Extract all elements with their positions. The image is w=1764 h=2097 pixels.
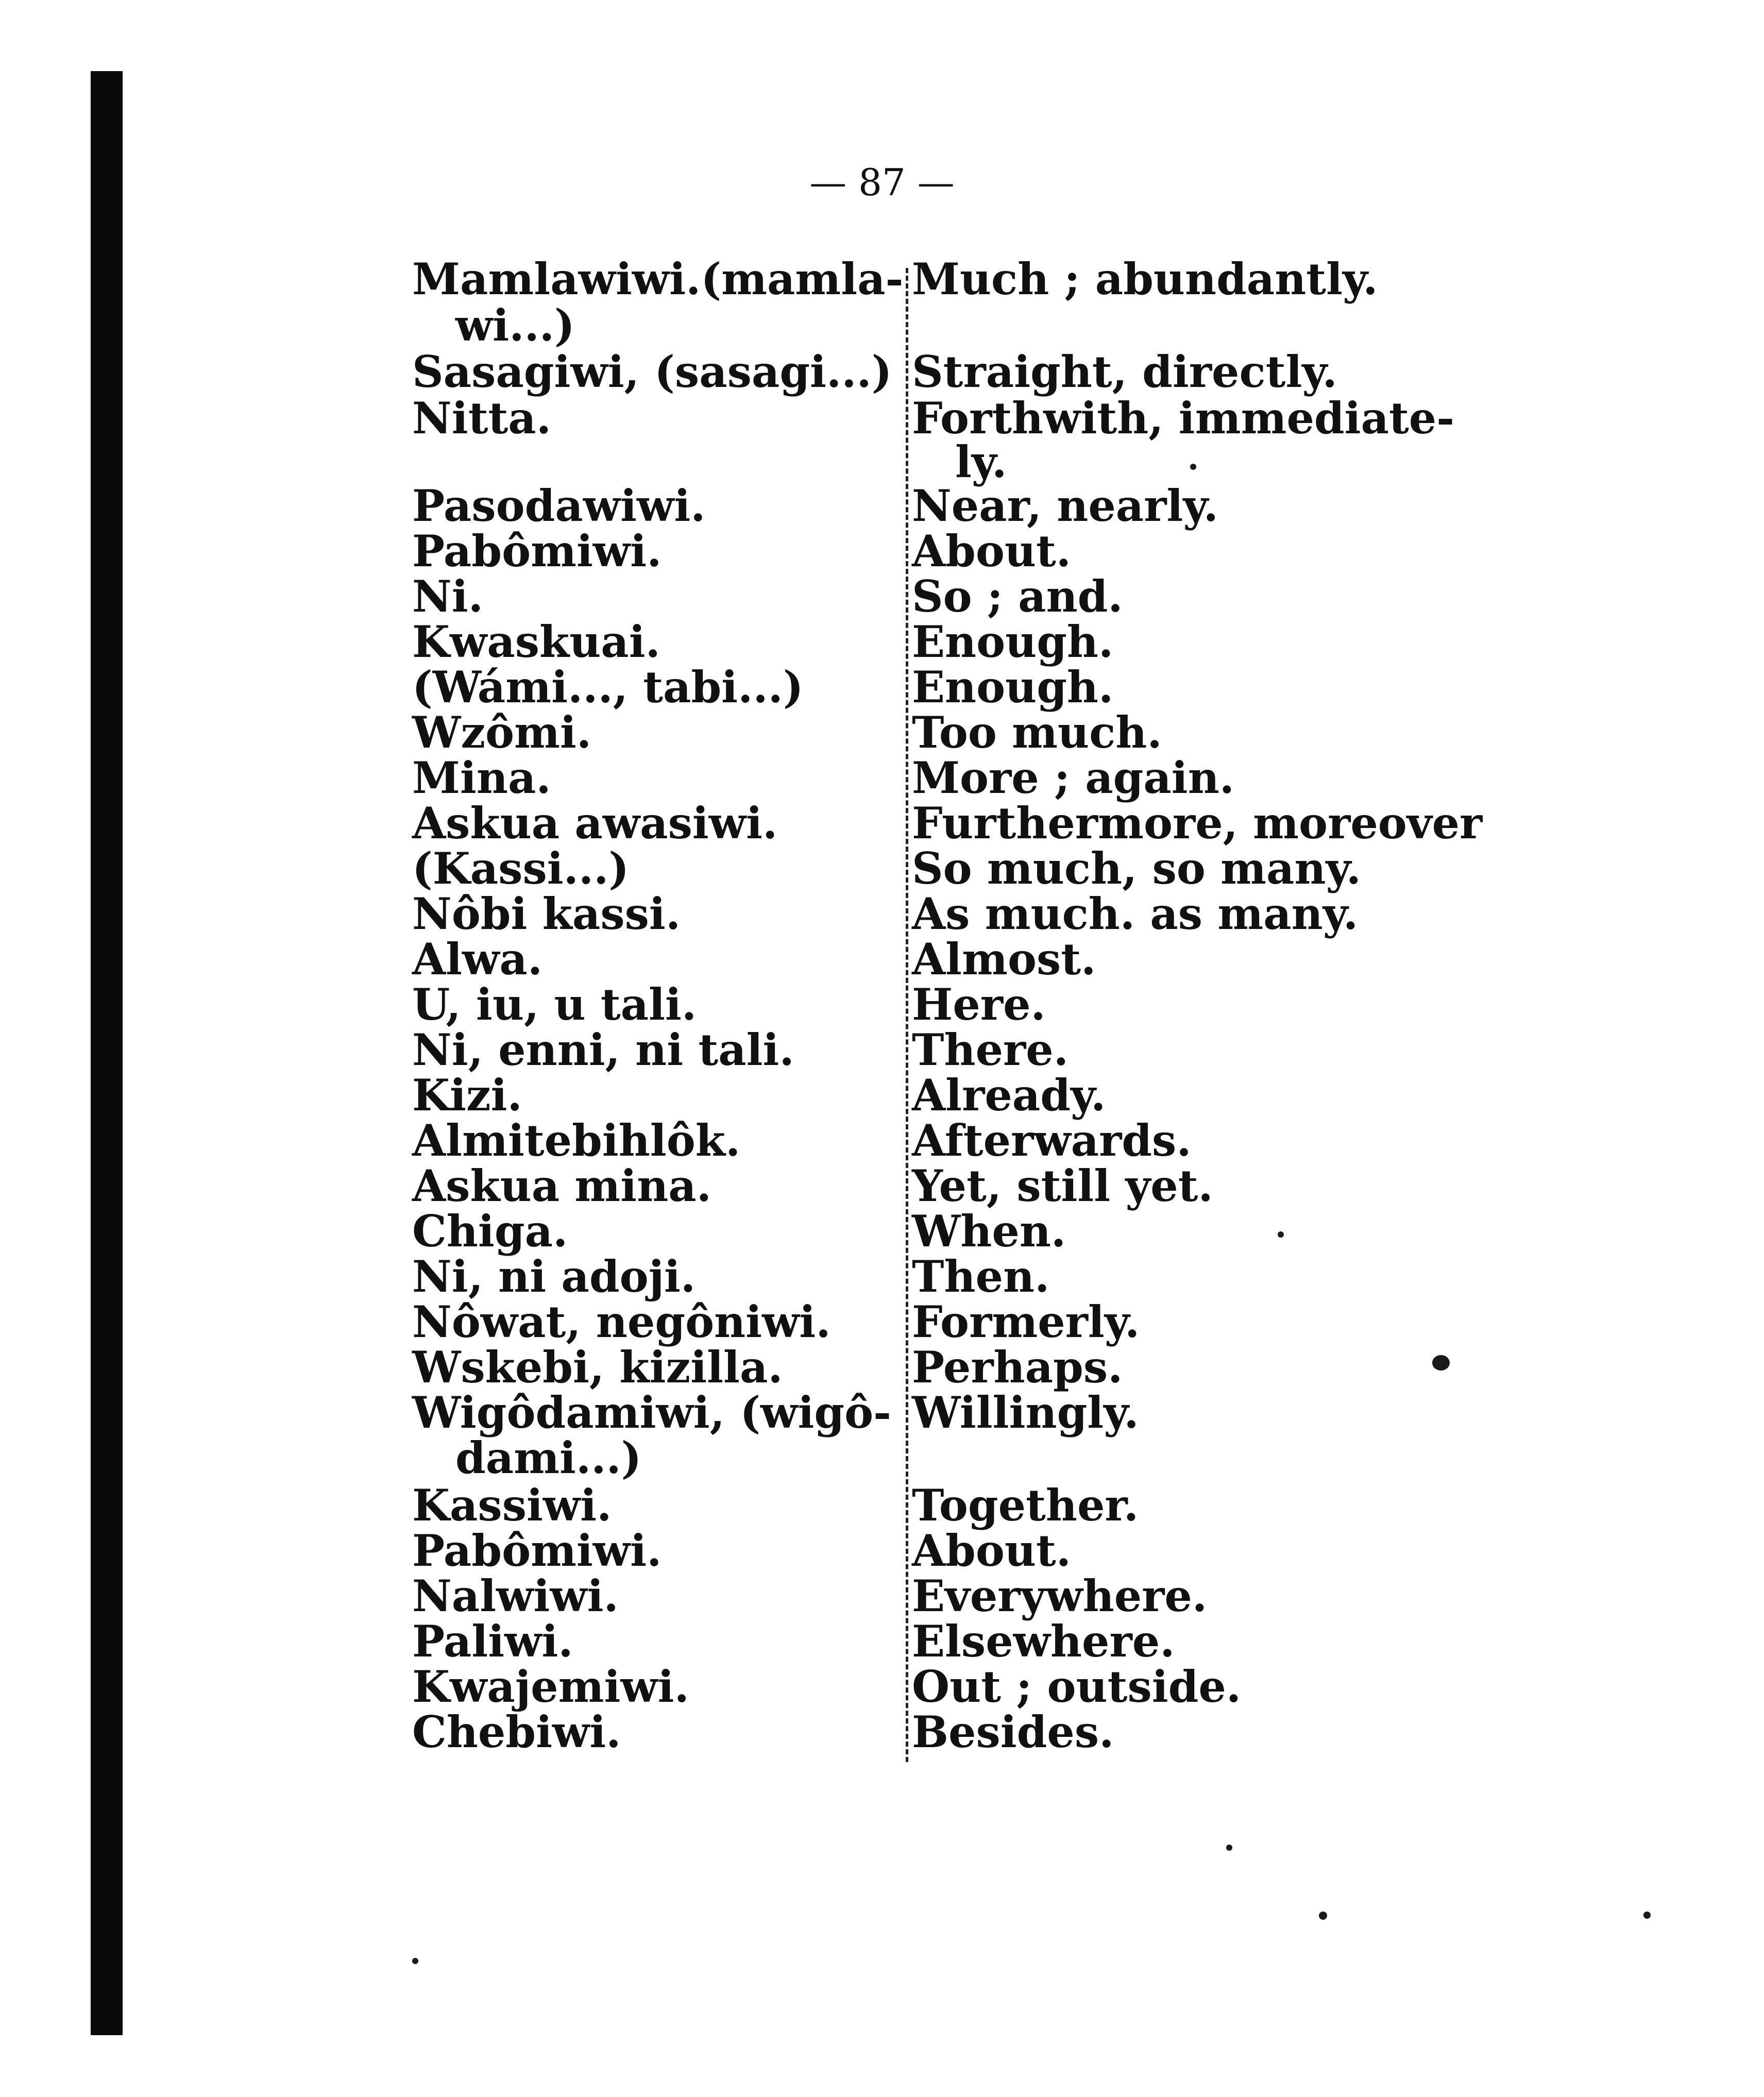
- translation-20: Then.: [912, 1251, 1050, 1302]
- translation-15: There.: [912, 1024, 1068, 1075]
- headword-6: Kwaskuai.: [412, 616, 660, 667]
- headword-26: Nalwiwi.: [412, 1570, 619, 1621]
- headword-13: Alwa.: [412, 934, 543, 985]
- translation-8: Too much.: [912, 707, 1162, 758]
- translation-17: Afterwards.: [912, 1115, 1192, 1166]
- headword-20: Ni, ni adoji.: [412, 1251, 696, 1302]
- headword-5: Ni.: [412, 571, 483, 622]
- translation-7: Enough.: [912, 662, 1114, 713]
- translation-24: Together.: [912, 1480, 1139, 1531]
- headword-2: Nitta.: [412, 393, 551, 444]
- translation-2-cont: ly.: [955, 436, 1007, 487]
- headword-24: Kassiwi.: [412, 1480, 612, 1531]
- translation-11: So much, so many.: [912, 843, 1361, 894]
- headword-17: Almitebihlôk.: [412, 1115, 741, 1166]
- headword-21: Nôwat, negôniwi.: [412, 1296, 831, 1347]
- translation-19: When.: [912, 1206, 1066, 1257]
- translation-16: Already.: [912, 1070, 1106, 1121]
- headword-22: Wskebi, kizilla.: [412, 1342, 783, 1393]
- translation-27: Elsewhere.: [912, 1616, 1175, 1667]
- headword-23-line2: dami...): [455, 1432, 642, 1483]
- scan-speck: [1190, 464, 1196, 470]
- headword-12: Nôbi kassi.: [412, 888, 681, 939]
- translation-21: Formerly.: [912, 1296, 1140, 1347]
- translation-13: Almost.: [912, 934, 1096, 985]
- headword-27: Paliwi.: [412, 1616, 573, 1667]
- scan-speck: [1432, 1355, 1450, 1371]
- translation-23: Willingly.: [912, 1387, 1139, 1438]
- headword-9: Mina.: [412, 752, 551, 803]
- headword-16: Kizi.: [412, 1070, 522, 1121]
- scan-speck: [1319, 1912, 1327, 1920]
- translation-14: Here.: [912, 979, 1046, 1030]
- translation-25: About.: [912, 1525, 1072, 1576]
- headword-28: Kwajemiwi.: [412, 1661, 689, 1712]
- translation-2: Forthwith, immediate-: [912, 393, 1455, 444]
- headword-29: Chebiwi.: [412, 1706, 621, 1757]
- headword-23-note: (wigô-: [740, 1387, 891, 1438]
- translation-0: Much ; abundantly.: [912, 253, 1378, 305]
- scan-speck: [412, 1958, 418, 1964]
- translation-9: More ; again.: [912, 752, 1235, 803]
- translation-6: Enough.: [912, 616, 1114, 667]
- headword-7: (Wámi..., tabi...): [412, 662, 804, 713]
- translation-5: So ; and.: [912, 571, 1123, 622]
- translation-18: Yet, still yet.: [912, 1160, 1213, 1211]
- scan-speck: [1226, 1845, 1232, 1851]
- translation-22: Perhaps.: [912, 1342, 1123, 1393]
- translation-29: Besides.: [912, 1706, 1114, 1757]
- translation-1: Straight, directly.: [912, 346, 1337, 397]
- scan-speck: [1643, 1912, 1651, 1919]
- translation-26: Everywhere.: [912, 1570, 1208, 1621]
- headword-1: Sasagiwi, (sasagi...): [412, 346, 892, 397]
- headword-25: Pabômiwi.: [412, 1525, 662, 1576]
- headword-3: Pasodawiwi.: [412, 480, 706, 531]
- translation-4: About.: [912, 526, 1072, 577]
- headword-8: Wzômi.: [412, 707, 592, 758]
- headword-18: Askua mina.: [412, 1160, 711, 1211]
- headword-0: Mamlawiwi.: [412, 253, 701, 305]
- headword-23: Wigôdamiwi,: [412, 1387, 725, 1438]
- headword-15: Ni, enni, ni tali.: [412, 1024, 794, 1075]
- translation-28: Out ; outside.: [912, 1661, 1242, 1712]
- headword-11: (Kassi...): [412, 843, 630, 894]
- headword-10: Askua awasiwi.: [412, 798, 778, 849]
- headword-0-note: (mamla-: [701, 253, 904, 305]
- headword-14: U, iu, u tali.: [412, 979, 697, 1030]
- page-number: — 87 —: [809, 161, 955, 204]
- headword-0-line2: wi...): [455, 300, 575, 351]
- headword-19: Chiga.: [412, 1206, 568, 1257]
- translation-3: Near, nearly.: [912, 480, 1218, 531]
- scan-speck: [1278, 1231, 1284, 1238]
- translation-10: Furthermore, moreover: [912, 798, 1483, 849]
- translation-12: As much. as many.: [912, 888, 1359, 939]
- headword-4: Pabômiwi.: [412, 526, 662, 577]
